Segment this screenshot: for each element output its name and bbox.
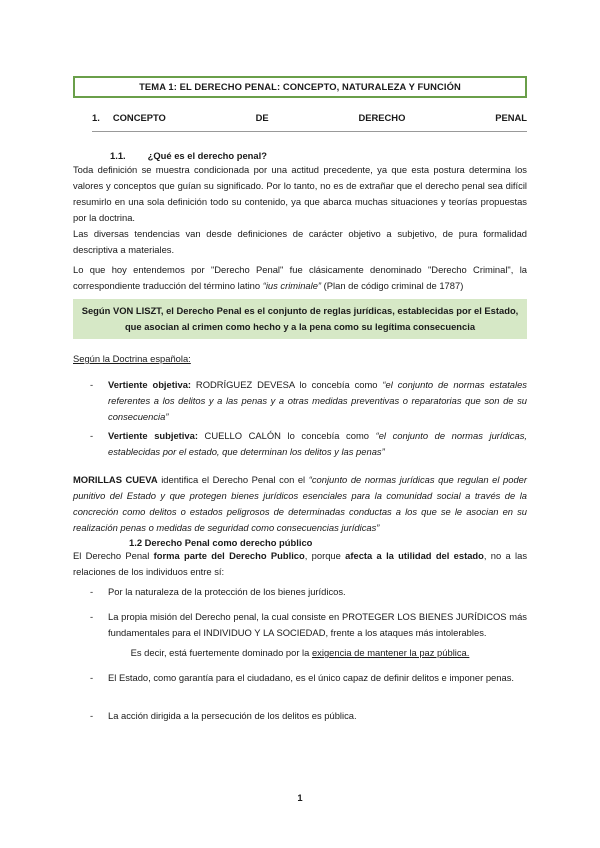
bullet-mision-derecho-penal: - La propia misión del Derecho penal, la cual consiste en PROTEGER LOS BIENES JURÍDICOS más fundamentales para el INDIVIDUO Y LA SOCIEDAD, frente a los ataques más intolerables. xyxy=(90,611,527,638)
ius-criminale-term: “ius criminale” xyxy=(262,280,322,291)
section-1-number-concept: 1. CONCEPTO xyxy=(92,112,166,123)
paragraph-paz-publica: Es decir, está fuertemente dominado por la exigencia de mantener la paz pública. xyxy=(130,647,470,658)
bullet-dash: - xyxy=(90,379,94,390)
bullet-dash: - xyxy=(90,611,94,622)
subsection-1-1-number: 1.1. xyxy=(110,150,126,161)
bullet-vertiente-objetiva: - Vertiente objetiva: RODRÍGUEZ DEVESA lo concebía como “el conjunto de normas estatales referentes a los delitos y a las penas y a otras medidas preventivas o reparatorias que son de su consecuencia” xyxy=(90,379,527,422)
page-number: 1 xyxy=(297,792,303,803)
paragraph-morillas: MORILLAS CUEVA identifica el Derecho Penal con el “conjunto de normas jurídicas que regulan el poder punitivo del Estado y que protegen bienes jurídicos esenciales para la comunidad social a través de la concreción como delitos o estados peligrosos de determinadas conductas a los que se le asocian en su realización penas o medidas de seguridad como consecuencias jurídicas” xyxy=(73,474,527,533)
paragraph-definition: Toda definición se muestra condicionada por una actitud precedente, ya que esta postura determina los valores y conceptos que guían su significado. Por lo tanto, no es de extrañar que el derecho penal sea difícil resumirlo en una sola definición todo su contenido, ya que abarca muchas situaciones y teorías propuestas por la doctrina. xyxy=(73,164,527,223)
subsection-1-1-title: ¿Qué es el derecho penal? xyxy=(147,150,267,161)
section-1-heading xyxy=(92,111,527,125)
bullet-estado-garantia: - El Estado, como garantía para el ciudadano, es el único capaz de definir delitos e imponer penas. xyxy=(90,670,527,686)
paragraph-history: Lo que hoy entendemos por "Derecho Penal" fue clásicamente denominado "Derecho Criminal", la correspondiente traducción del término latino “ius criminale” (Plan de código criminal de 1787) xyxy=(73,264,527,291)
subsection-1-2-heading: 1.2 Derecho Penal como derecho público xyxy=(129,537,313,548)
section-1-word-derecho: DERECHO xyxy=(358,112,406,123)
bullet-accion-publica: - La acción dirigida a la persecución de los delitos es pública. xyxy=(90,708,527,724)
bullet-vertiente-subjetiva: - Vertiente subjetiva: CUELLO CALÓN lo concebía como “el conjunto de normas jurídicas, establecidas por el estado, que determinan los delitos y las penas” xyxy=(90,430,527,457)
bullet-dash: - xyxy=(90,586,94,597)
page-title: TEMA 1: EL DERECHO PENAL: CONCEPTO, NATURALEZA Y FUNCIÓN xyxy=(139,81,461,93)
section-1-word-de: DE xyxy=(255,112,269,123)
section-divider xyxy=(92,131,527,132)
section-1-word-penal: PENAL xyxy=(495,112,527,123)
bullet-dash: - xyxy=(90,430,94,441)
bullet-dash: - xyxy=(90,710,94,721)
paragraph-derecho-publico: El Derecho Penal forma parte del Derecho Publico, porque afecta a la utilidad del estado, no a las relaciones de los individuos entre sí: xyxy=(73,550,528,577)
bullet-proteccion-bienes: - Por la naturaleza de la protección de los bienes jurídicos. xyxy=(90,584,527,600)
subsection-1-1-heading xyxy=(110,149,267,163)
doctrina-heading: Según la Doctrina española: xyxy=(73,353,191,364)
bullet-dash: - xyxy=(90,672,94,683)
highlight-line-2: que asocian al crimen como hecho y a la pena como su legítima consecuencia xyxy=(124,321,476,332)
highlight-line-1: Según VON LISZT, el Derecho Penal es el conjunto de reglas jurídicas, establecidas por el Estado, xyxy=(81,305,519,316)
title-box xyxy=(73,76,527,98)
von-liszt-highlight-box xyxy=(73,299,527,339)
paragraph-tendencies: Las diversas tendencias van desde definiciones de carácter objetivo a subjetivo, de pura formalidad descriptiva a materiales. xyxy=(73,228,527,255)
